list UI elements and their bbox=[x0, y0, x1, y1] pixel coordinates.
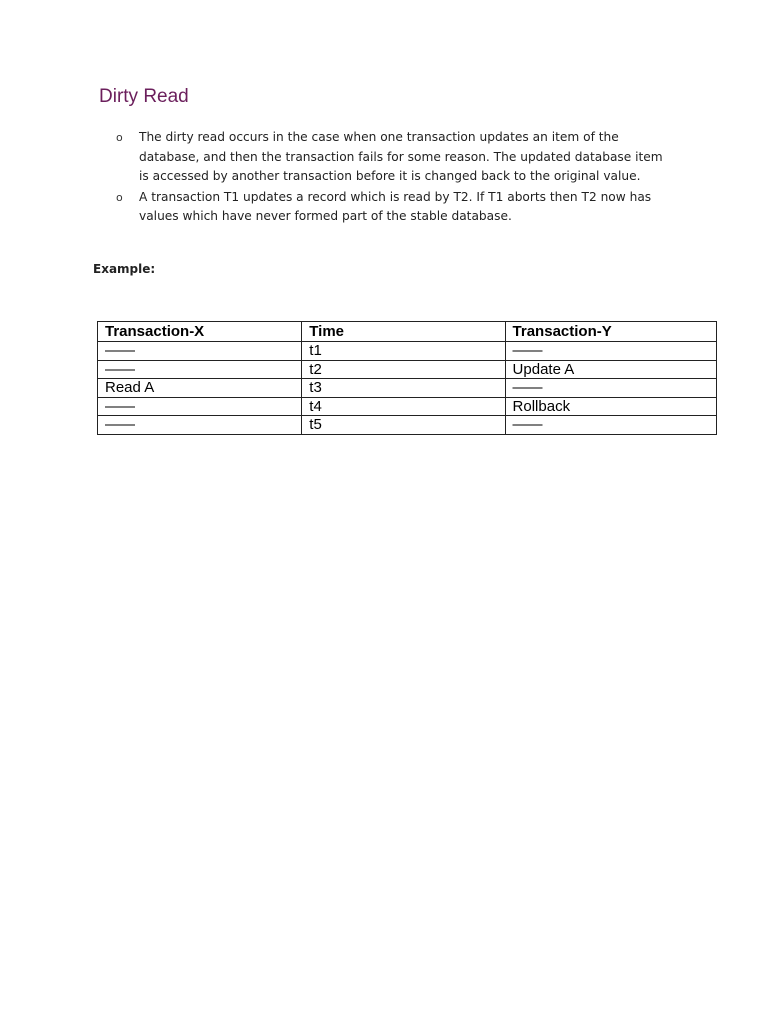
cell-time: t5 bbox=[302, 416, 505, 435]
cell-time: t3 bbox=[302, 379, 505, 398]
transaction-table bbox=[97, 321, 717, 435]
table-row bbox=[98, 379, 717, 398]
bullet-item bbox=[116, 128, 664, 187]
table-header-row bbox=[98, 322, 717, 342]
cell-transaction-y: —— bbox=[505, 379, 716, 398]
header-time: Time bbox=[302, 322, 505, 342]
cell-transaction-x: Read A bbox=[98, 379, 302, 398]
cell-transaction-x: —— bbox=[98, 342, 302, 361]
cell-time: t1 bbox=[302, 342, 505, 361]
cell-time: t2 bbox=[302, 360, 505, 379]
header-transaction-y: Transaction-Y bbox=[505, 322, 716, 342]
table-row bbox=[98, 397, 717, 416]
cell-transaction-x: —— bbox=[98, 416, 302, 435]
cell-transaction-x: —— bbox=[98, 360, 302, 379]
example-label: Example: bbox=[93, 262, 156, 276]
page-title: Dirty Read bbox=[99, 86, 189, 107]
header-transaction-x: Transaction-X bbox=[98, 322, 302, 342]
table-row bbox=[98, 342, 717, 361]
cell-transaction-y: —— bbox=[505, 416, 716, 435]
cell-transaction-y: —— bbox=[505, 342, 716, 361]
cell-transaction-x: —— bbox=[98, 397, 302, 416]
bullet-list bbox=[116, 128, 664, 228]
cell-transaction-y: Rollback bbox=[505, 397, 716, 416]
cell-transaction-y: Update A bbox=[505, 360, 716, 379]
cell-time: t4 bbox=[302, 397, 505, 416]
bullet-text: A transaction T1 updates a record which is read by T2. If T1 aborts then T2 now has values which have never formed part of the stable database. bbox=[139, 189, 652, 223]
bullet-marker-icon: o bbox=[116, 190, 123, 204]
bullet-marker-icon: o bbox=[116, 131, 123, 144]
bullet-text: The dirty read occurs in the case when one transaction updates an item of the database, and then the transaction fails for some reason. The updated database item is accessed by another transaction before it is changed back to the original value. bbox=[139, 130, 663, 183]
bullet-item bbox=[116, 188, 664, 227]
table-row bbox=[98, 416, 717, 435]
table-row bbox=[98, 360, 717, 379]
